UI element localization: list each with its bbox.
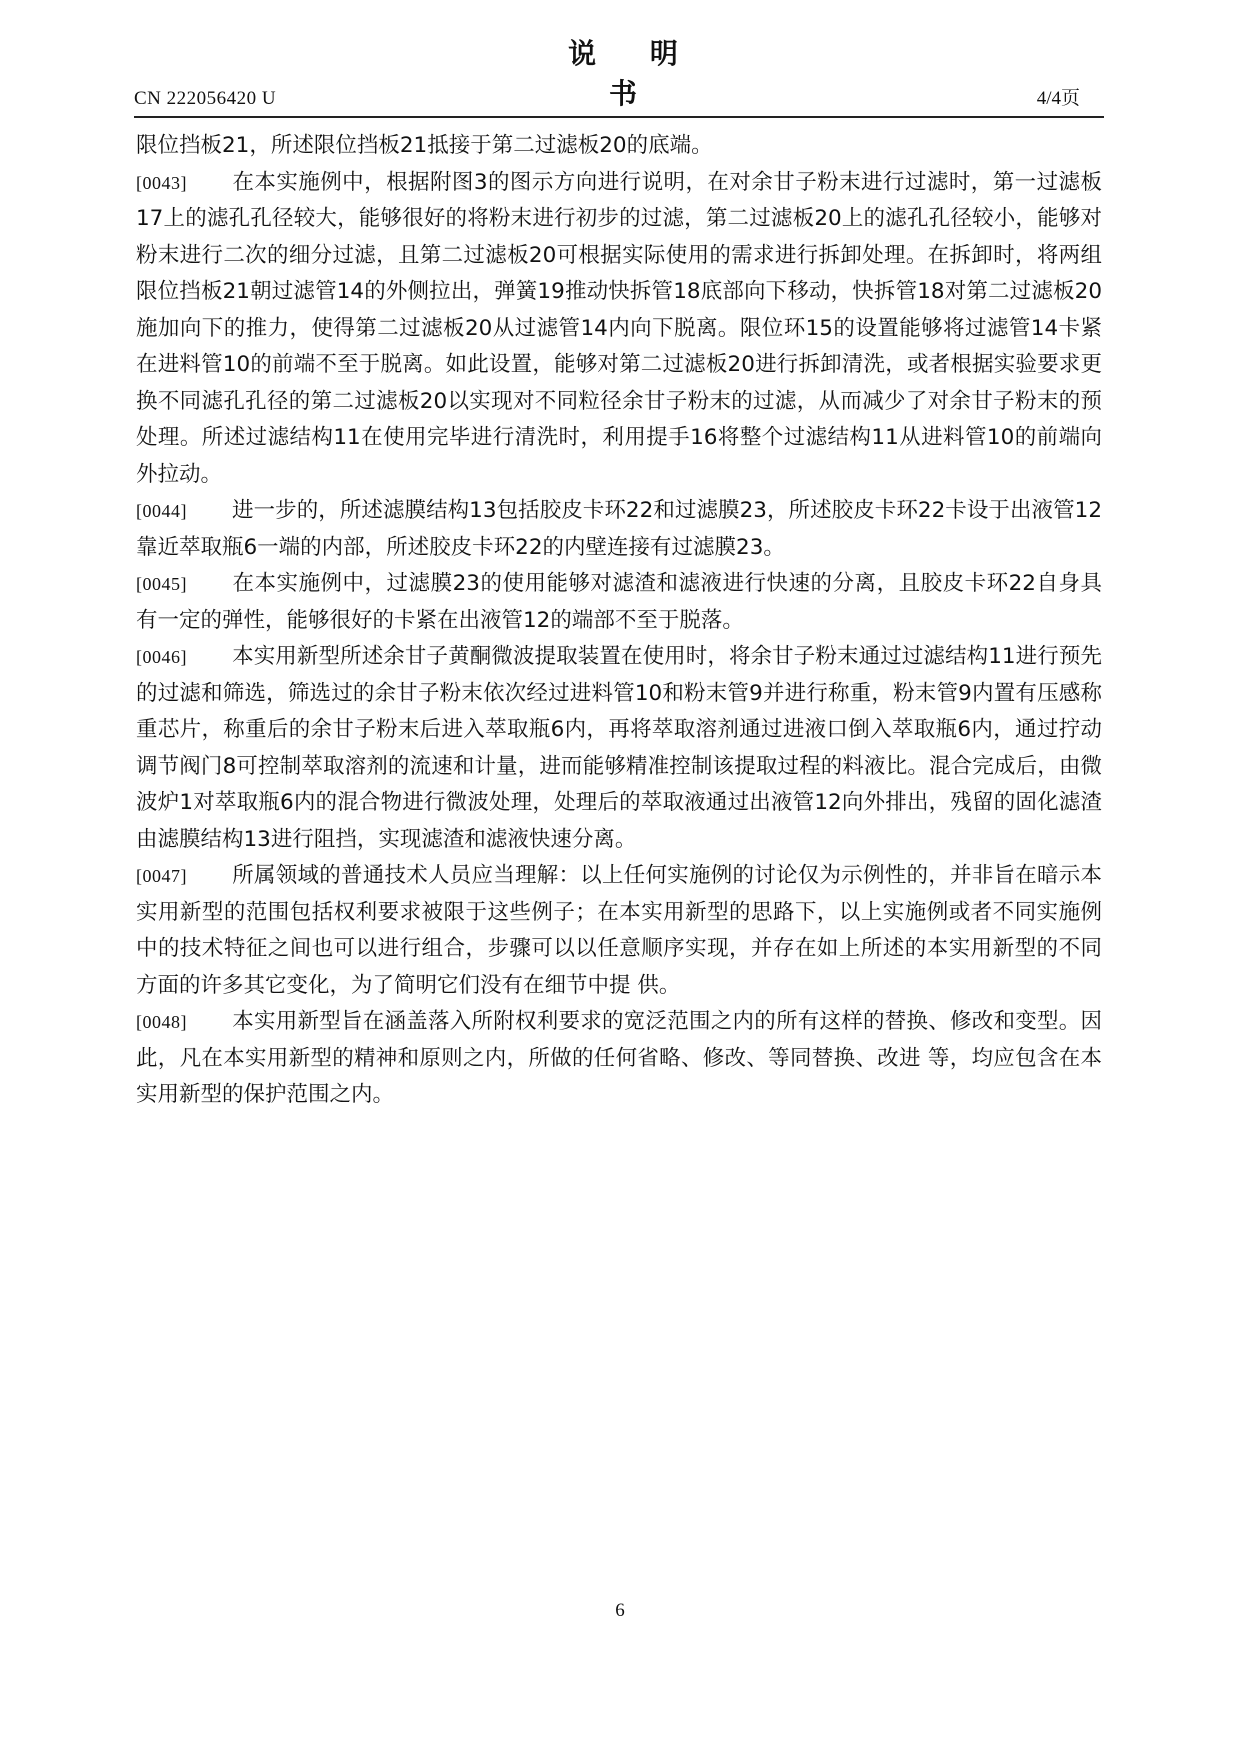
page-count: 4/4页 — [1036, 88, 1080, 109]
paragraph-text: 所属领域的普通技术人员应当理解：以上任何实施例的讨论仅为示例性的，并非旨在暗示本实用新型的范围包括权利要求被限于这些例子；在本实用新型的思路下，以上实施例或者不同实施例中的技术特征之间也可以进行组合，步骤可以以任意顺序实现，并存在如上所述的本实用新型的不同方面的许多其它变化，为了简明它们没有在细节中提 供。 — [136, 863, 1102, 998]
paragraph-number: [0044] — [136, 501, 187, 521]
paragraph-0046 — [136, 639, 1102, 858]
paragraph-0048 — [136, 1004, 1102, 1114]
paragraph-number: [0045] — [136, 574, 187, 594]
paragraph-continuation — [136, 128, 1102, 165]
paragraph-text: 进一步的，所述滤膜结构13包括胶皮卡环22和过滤膜23，所述胶皮卡环22卡设于出液管12靠近萃取瓶6一端的内部，所述胶皮卡环22的内壁连接有过滤膜23。 — [136, 498, 1102, 560]
paragraph-number: [0043] — [136, 172, 187, 193]
paragraph-text: 在本实施例中，根据附图3的图示方向进行说明，在对余甘子粉末进行过滤时，第一过滤板17上的滤孔孔径较大，能够很好的将粉末进行初步的过滤，第二过滤板20上的滤孔孔径较小，能够对粉末进行二次的细分过滤，且第二过滤板20可根据实际使用的需求进行拆卸处理。在拆卸时，将两组限位挡板21朝过滤管14的外侧拉出，弹簧19推动快拆管18底部向下移动，快拆管18对第二过滤板20施加向下的推力，使得第二过滤板20从过滤管14内向下脱离。限位环15的设置能够将过滤管14卡紧在进料管10的前端不至于脱离。如此设置，能够对第二过滤板20进行拆卸清洗，或者根据实验要求更换不同滤孔孔径的第二过滤板20以实现对不同粒径余甘子粉末的过滤，从而减少了对余甘子粉末的预处理。所述过滤结构11在使用完毕进行清洗时，利用提手16将整个过滤结构11从进料管10的前端向外拉动。 — [136, 169, 1102, 487]
paragraph-text: 限位挡板21，所述限位挡板21抵接于第二过滤板20的底端。 — [136, 133, 713, 158]
document-title: 说 明 书 — [568, 37, 700, 110]
document-body — [136, 128, 1102, 1114]
paragraph-number: [0048] — [136, 1012, 187, 1032]
paragraph-text: 本实用新型所述余甘子黄酮微波提取装置在使用时，将余甘子粉末通过过滤结构11进行预先的过滤和筛选，筛选过的余甘子粉末依次经过进料管10和粉末管9并进行称重，粉末管9内置有压感称重芯片，称重后的余甘子粉末后进入萃取瓶6内，再将萃取溶剂通过进液口倒入萃取瓶6内，通过拧动调节阀门8可控制萃取溶剂的流速和计量，进而能够精准控制该提取过程的料液比。混合完成后，由微波炉1对萃取瓶6内的混合物进行微波处理，处理后的萃取液通过出液管12向外排出，残留的固化滤渣由滤膜结构13进行阻挡，实现滤渣和滤液快速分离。 — [136, 644, 1102, 852]
page-header — [134, 37, 1104, 118]
paragraph-0043 — [136, 165, 1102, 494]
paragraph-text: 在本实施例中，过滤膜23的使用能够对滤渣和滤液进行快速的分离，且胶皮卡环22自身具有一定的弹性，能够很好的卡紧在出液管12的端部不至于脱落。 — [136, 571, 1102, 633]
paragraph-0047 — [136, 858, 1102, 1004]
publication-number: CN 222056420 U — [134, 88, 277, 109]
page-number: 6 — [615, 1600, 625, 1621]
paragraph-number: [0047] — [136, 866, 187, 886]
paragraph-number: [0046] — [136, 647, 187, 667]
paragraph-text: 本实用新型旨在涵盖落入所附权利要求的宽泛范围之内的所有这样的替换、修改和变型。因此，凡在本实用新型的精神和原则之内，所做的任何省略、修改、等同替换、改进 等，均应包含在本实用新型的保护范围之内。 — [136, 1009, 1102, 1107]
paragraph-0044 — [136, 493, 1102, 566]
paragraph-0045 — [136, 566, 1102, 639]
